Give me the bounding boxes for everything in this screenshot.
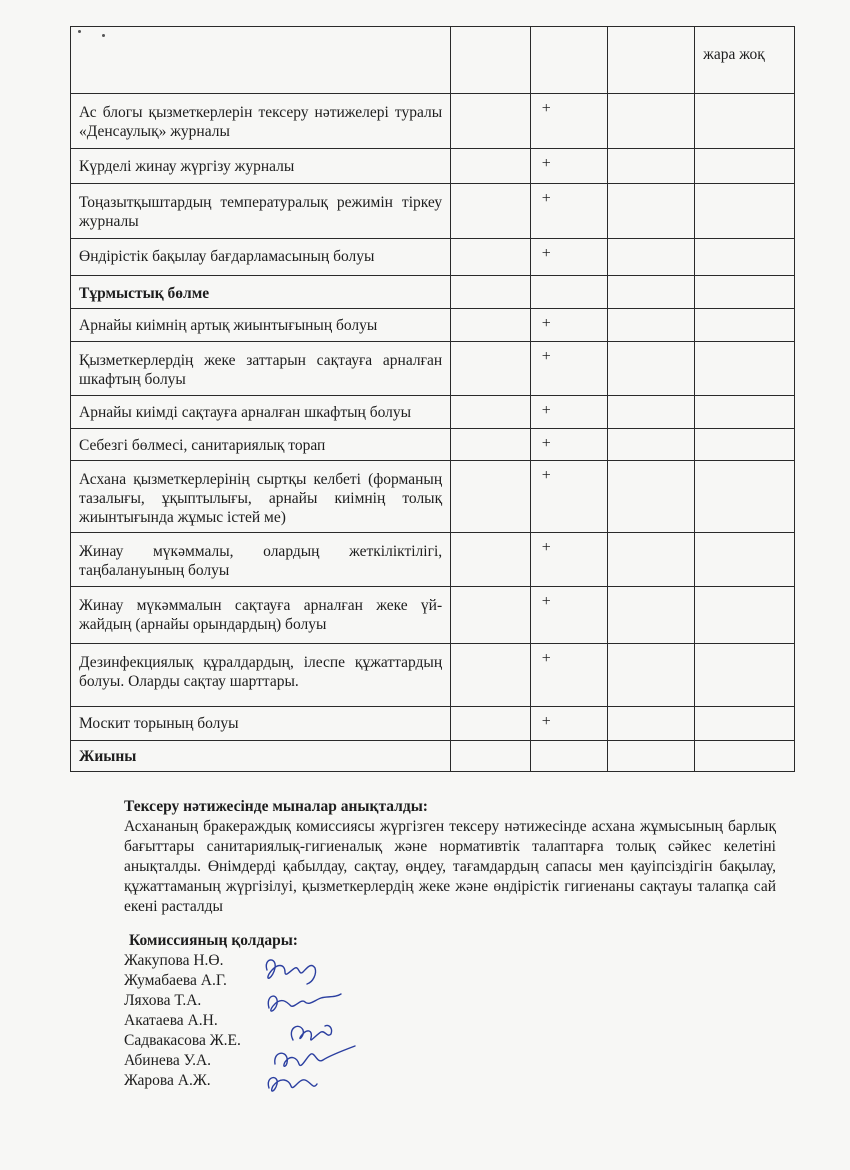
row-label: Дезинфекциялық құралдардың, ілеспе құжаттардың болуы. Оларды сақтау шарттары. (79, 654, 443, 690)
row-label: Москит торының болуы (79, 715, 239, 732)
row-label: Күрделі жинау жүргізу журналы (79, 158, 295, 175)
row-label: Себезгі бөлмесі, санитариялық торап (79, 437, 326, 454)
inspection-result (124, 797, 776, 917)
commission-heading: Комиссияның қолдары: (129, 932, 298, 949)
section-row (71, 276, 795, 309)
table-row (71, 461, 795, 533)
row-label: Жинау мүкәммалы, олардың жеткіліктілігі, таңбалануының болуы (79, 543, 443, 579)
checklist-table (70, 26, 795, 772)
member-name: Абинева У.А. (124, 1052, 212, 1069)
plus-mark: + (541, 467, 551, 484)
table-row (71, 707, 795, 741)
table-row (71, 429, 795, 461)
row-label: Тоңазытқыштардың температуралық режимін тіркеу журналы (79, 194, 443, 230)
plus-mark: + (541, 435, 551, 452)
table-row (71, 587, 795, 644)
signature-mark (266, 960, 315, 984)
member-name: Садвакасова Ж.Е. (124, 1032, 241, 1049)
table-row (71, 396, 795, 429)
plus-mark: + (541, 100, 551, 117)
plus-mark: + (541, 539, 551, 556)
row-label: Ас блогы қызметкерлерін тексеру нәтижелері туралы «Денсаулық» журналы (79, 104, 443, 140)
plus-mark: + (541, 402, 551, 419)
plus-mark: + (541, 315, 551, 332)
result-text: Асхананың бракераждық комиссиясы жүргізген тексеру нәтижесінде асхана жұмысының барлық бағыттары санитариялық-гигиеналық және нормативтік талаптарға толық сәйкес келетіні анықталды. Өнімдерді қабылдау, сақтау, өңдеу, тағамдардың сапасы мен қауіпсіздігін бақылау, құжаттаманың жүргізілуі, қызметкерлердің жеке және өндірістік гигиенаны сақтауы талапқа сай екені расталды (124, 818, 776, 915)
plus-mark: + (541, 650, 551, 667)
member-name: Акатаева А.Н. (124, 1012, 218, 1029)
row-label: Арнайы киімнің артық жиынтығының болуы (79, 317, 378, 334)
section-row (71, 741, 795, 772)
signature-mark (291, 1025, 331, 1040)
plus-mark: + (541, 713, 551, 730)
row-label: Арнайы киімді сақтауға арналған шкафтың болуы (79, 404, 412, 421)
table-row (71, 27, 795, 94)
row-label: Қызметкерлердің жеке заттарын сақтауға арналған шкафтың болуы (79, 352, 443, 388)
row-label: Өндірістік бақылау бағдарламасының болуы (79, 248, 375, 265)
plus-mark: + (541, 155, 551, 172)
member-name: Ляхова Т.А. (124, 992, 202, 1009)
result-heading: Тексеру нәтижесінде мыналар анықталды: (124, 798, 428, 815)
member-name: Жумабаева А.Г. (124, 972, 227, 989)
table-row (71, 149, 795, 184)
row-label (71, 27, 451, 94)
member-name: Жакупова Н.Ө. (124, 952, 224, 969)
table-row (71, 239, 795, 276)
handwritten-signatures (255, 948, 375, 1098)
table-row (71, 184, 795, 239)
table-row (71, 533, 795, 587)
plus-mark: + (541, 348, 551, 365)
plus-mark: + (541, 190, 551, 207)
signature-mark (275, 1046, 355, 1066)
table-row (71, 94, 795, 149)
plus-mark: + (541, 245, 551, 262)
signature-mark (268, 994, 341, 1011)
signature-mark (268, 1078, 317, 1091)
note-cell: жара жоқ (703, 46, 765, 63)
row-label: Жинау мүкәммалын сақтауға арналған жеке үй-жайдың (арнайы орындардың) болуы (79, 597, 443, 633)
section-title: Тұрмыстық бөлме (79, 285, 210, 302)
table-row (71, 342, 795, 396)
table-row (71, 309, 795, 342)
total-label: Жиыны (79, 748, 137, 765)
table-row (71, 644, 795, 707)
row-label: Асхана қызметкерлерінің сыртқы келбеті (форманың тазалығы, ұқыптылығы, арнайы киімнің толық жиынтығында жұмыс істей ме) (79, 471, 443, 526)
plus-mark: + (541, 593, 551, 610)
member-name: Жарова А.Ж. (124, 1072, 211, 1089)
